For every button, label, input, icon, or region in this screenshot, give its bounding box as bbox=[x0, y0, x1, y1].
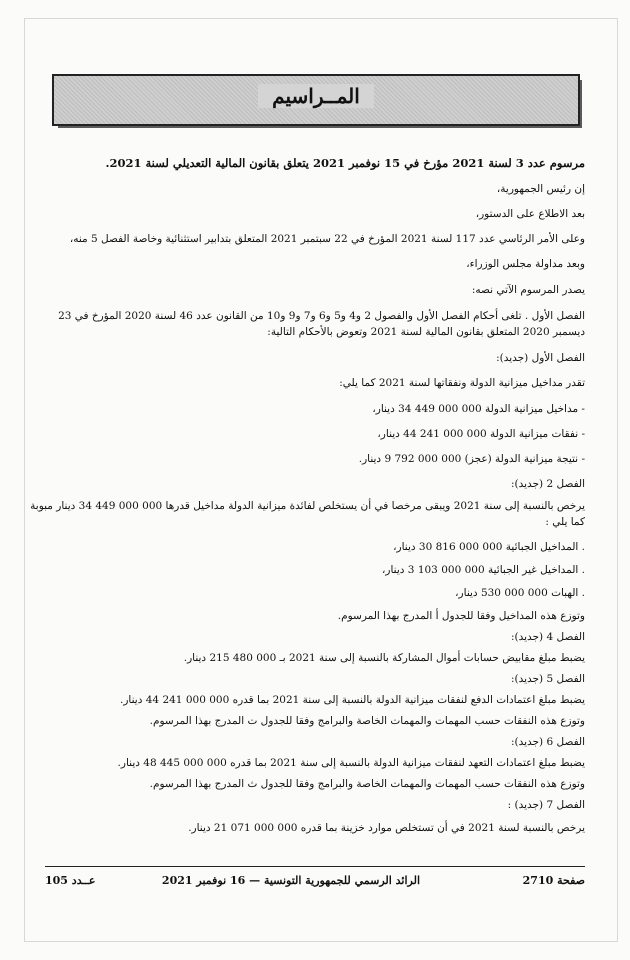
paragraph: وتوزع هذه النفقات حسب المهمات والمهمات الخاصة والبرامج وفقا للجدول ث المدرج بهذا المرسوم. bbox=[149, 778, 585, 790]
footer-page-number: صفحة 2710 bbox=[522, 874, 585, 887]
paragraph: الفصل الأول . تلغى أحكام الفصل الأول والفصول 2 و4 و5 و6 و7 و9 و10 من القانون عدد 46 لسنة 2020 المؤرخ في 23 bbox=[58, 310, 585, 322]
decree-title: مرسوم عدد 3 لسنة 2021 مؤرخ في 15 نوفمبر 2021 يتعلق بقانون المالية التعديلي لسنة 2021. bbox=[105, 156, 585, 170]
chapter-heading: الفصل 2 (جديد): bbox=[510, 478, 585, 490]
chapter-heading: الفصل 7 (جديد) : bbox=[507, 799, 585, 811]
paragraph: وتوزع هذه المداخيل وفقا للجدول أ المدرج بهذا المرسوم. bbox=[337, 610, 585, 622]
paragraph: وبعد مداولة مجلس الوزراء، bbox=[466, 258, 585, 270]
paragraph: تقدر مداخيل ميزانية الدولة ونفقاتها لسنة 2021 كما يلي: bbox=[339, 377, 585, 389]
section-title: المــراسيم bbox=[258, 84, 374, 108]
list-item: - مداخيل ميزانية الدولة 000 000 449 34 دينار، bbox=[372, 403, 585, 415]
list-item: . المداخيل الجبائية 000 000 816 30 دينار، bbox=[393, 541, 585, 553]
section-header bbox=[52, 74, 580, 126]
footer-rule bbox=[45, 866, 585, 867]
paragraph: يصدر المرسوم الآتي نصه: bbox=[471, 284, 585, 296]
chapter-heading: الفصل 6 (جديد): bbox=[510, 736, 585, 748]
list-item: . المداخيل غير الجبائية 000 000 103 3 دينار، bbox=[382, 564, 585, 576]
paragraph: يرخص بالنسبة لسنة 2021 في أن تستخلص موارد خزينة بما قدره 000 000 071 21 دينار. bbox=[188, 822, 585, 834]
paragraph: يرخص بالنسبة إلى سنة 2021 ويبقى مرخصا في أن يستخلص لفائدة ميزانية الدولة مداخيل قدرها 000 000 449 34 دينار مبوبة bbox=[30, 500, 585, 512]
paragraph: كما يلي : bbox=[545, 516, 585, 528]
paragraph: وعلى الأمر الرئاسي عدد 117 لسنة 2021 المؤرخ في 22 سبتمبر 2021 المتعلق بتدابير استثنائية وخاصة الفصل 5 منه، bbox=[69, 233, 585, 245]
chapter-heading: الفصل 4 (جديد): bbox=[510, 631, 585, 643]
paragraph: يضبط مبلغ مقابيض حسابات أموال المشاركة بالنسبة إلى سنة 2021 بـ 000 480 215 دينار. bbox=[183, 652, 585, 664]
paragraph: يضبط مبلغ اعتمادات التعهد لنفقات ميزانية الدولة بالنسبة إلى سنة 2021 بما قدره 000 000 445 48 دينار. bbox=[117, 757, 585, 769]
footer-issue-number: عــدد 105 bbox=[45, 874, 96, 887]
paragraph: ديسمبر 2020 المتعلق بقانون المالية لسنة 2021 وتعوض بالأحكام التالية: bbox=[267, 326, 585, 338]
list-item: . الهبات 000 000 530 دينار، bbox=[455, 587, 585, 599]
list-item: - نفقات ميزانية الدولة 000 000 241 44 دينار، bbox=[377, 428, 585, 440]
chapter-heading: الفصل الأول (جديد): bbox=[496, 352, 585, 364]
footer-journal: الرائد الرسمي للجمهورية التونسية — 16 نوفمبر 2021 bbox=[161, 874, 420, 887]
paragraph: بعد الاطلاع على الدستور، bbox=[475, 208, 585, 220]
paragraph: إن رئيس الجمهورية، bbox=[496, 183, 585, 195]
list-item: - نتيجة ميزانية الدولة (عجز) 000 000 792 9 دينار. bbox=[358, 453, 585, 465]
paragraph: يضبط مبلغ اعتمادات الدفع لنفقات ميزانية الدولة بالنسبة إلى سنة 2021 بما قدره 000 000 241 44 دينار. bbox=[120, 694, 585, 706]
paragraph: وتوزع هذه النفقات حسب المهمات والمهمات الخاصة والبرامج وفقا للجدول ت المدرج بهذا المرسوم. bbox=[149, 715, 585, 727]
chapter-heading: الفصل 5 (جديد): bbox=[510, 673, 585, 685]
